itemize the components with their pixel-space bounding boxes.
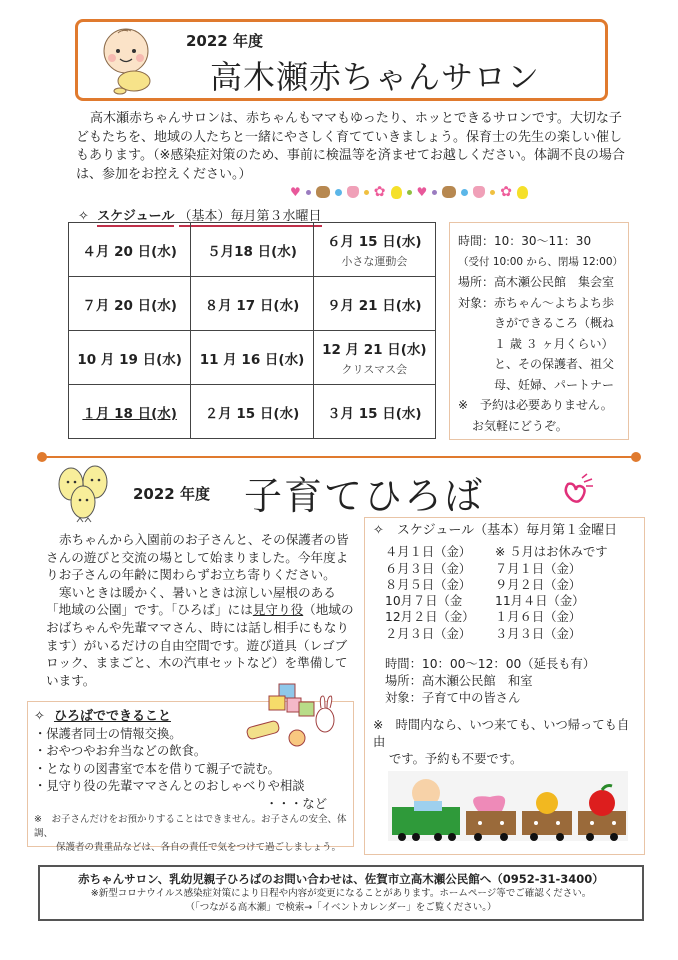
note-text: ※ 予約は必要ありません。 bbox=[458, 398, 613, 412]
flower-icon: ✿ bbox=[500, 184, 512, 200]
schedule-cell: ５月18 日(水) bbox=[191, 223, 313, 277]
schedule-label: スケジュール bbox=[97, 209, 174, 227]
hiroba-year-label: 2022 年度 bbox=[133, 485, 210, 503]
target-text: きができるころ（概ね bbox=[494, 316, 615, 330]
target-text: １ 歳 ３ ヶ月くらい） bbox=[494, 336, 614, 351]
event-note: クリスマス会 bbox=[341, 363, 408, 376]
schedule-row: ４月１日（金） ※ ５月はお休みです bbox=[385, 545, 608, 560]
hiroba-info bbox=[373, 656, 636, 707]
hiroba-paragraph: 寒いときは暖かく、暑いときは涼しい屋根のある「地域の公園」です。「ひろば」には見守り役（地域のおばちゃんや先輩ママさん、時には話し相手にもなります）がいるだけの自由空間です。遊び道具（レゴブロック、ままごと、木の汽車セットなど）を準備しています。 bbox=[46, 584, 354, 688]
chicks-illustration-icon bbox=[55, 462, 113, 526]
schedule-cell: ４月 20 日(水) bbox=[69, 223, 191, 277]
hiroba-title: 子育てひろば bbox=[244, 474, 485, 518]
target-text: と、その保護者、祖父 bbox=[494, 357, 615, 371]
notice-text: ※新型コロナウイルス感染症対策により日程や内容が変更になることがあります。ホームページ等でご確認ください。 bbox=[90, 888, 592, 899]
search-hint-text: （「つながる高木瀬」で検索→「イベントカレンダー」をご覧ください。） bbox=[185, 902, 497, 913]
schedule-row: ６月３日（金） ７月１日（金） bbox=[385, 561, 582, 576]
hiroba-paragraph: 赤ちゃんから入園前のお子さんと、その保護者の皆さんの遊びと交流の場として始まりました。今年度よりお子さんの年齢に関わらずお立ち寄りください。 bbox=[46, 532, 349, 583]
reception-text: （受付 10:00 から、閉場 12:00） bbox=[458, 255, 624, 268]
baby-illustration-icon bbox=[98, 25, 160, 97]
heart-icon: ♥ bbox=[416, 185, 428, 199]
duck-icon bbox=[391, 186, 402, 199]
train-illustration-icon bbox=[388, 771, 628, 851]
hiroba-note: ※ 時間内なら、いつ来ても、いつ帰っても自由 です。予約も不要です。 bbox=[373, 718, 630, 767]
schedule-row: 10月７日（金 11月４日（金） bbox=[385, 594, 585, 609]
table-row bbox=[69, 223, 436, 277]
duck-icon bbox=[517, 186, 528, 199]
schedule-subtitle: （基本）毎月第３水曜日 bbox=[179, 209, 322, 227]
hiroba-schedule-heading: ✧ スケジュール（基本）毎月第１金曜日 bbox=[373, 523, 618, 538]
list-item: ・となりの図書室で本を借りて親子で読む。 bbox=[34, 761, 280, 776]
dot-icon bbox=[364, 190, 369, 195]
schedule-cell: ６月 15 日(水) 小さな運動会 bbox=[313, 223, 435, 277]
schedule-cell: ２月 15 日(水) bbox=[191, 385, 313, 439]
dot-icon bbox=[306, 190, 311, 195]
etc-text: ・・・など bbox=[265, 796, 327, 811]
bunny-icon bbox=[347, 186, 359, 198]
bear-icon bbox=[316, 186, 330, 198]
hiroba-description bbox=[46, 531, 356, 689]
dot-icon bbox=[407, 190, 412, 195]
salon-schedule-table bbox=[68, 222, 436, 439]
sparkle-icon: ✧ bbox=[78, 209, 89, 224]
table-row bbox=[69, 277, 436, 331]
salon-intro-text: 高木瀬赤ちゃんサロンは、赤ちゃんもママもゆったり、ホッとできるサロンです。大切な子どもたちを、地域の人たちと一緒にやさしく育てていきましょう。保育士の先生の楽しい催しもあります。（※感染症対策のため、事前に検温等を済ませてお越しください。体調不良の場合は、参加をお控えください。） bbox=[76, 111, 625, 182]
salon-header-box bbox=[75, 19, 608, 101]
sparkle-icon: ✧ bbox=[34, 709, 45, 724]
schedule-row: 12月２日（金） １月６日（金） bbox=[385, 610, 582, 625]
time-text: 時間：10：00～12：00（延長も有） bbox=[385, 657, 596, 672]
divider-end-dot bbox=[631, 452, 641, 462]
contact-text: 赤ちゃんサロン、乳幼児親子ひろばのお問い合わせは、佐賀市立高木瀬公民館へ（0952-31-3400） bbox=[78, 872, 604, 886]
dot-icon bbox=[335, 189, 342, 196]
table-row bbox=[69, 331, 436, 385]
bunny-icon bbox=[473, 186, 485, 198]
heart-icon: ♥ bbox=[290, 185, 301, 199]
schedule-cell: １月 18 日(水) bbox=[69, 385, 191, 439]
schedule-cell: 10 月 19 日(水) bbox=[69, 331, 191, 385]
event-note: 小さな運動会 bbox=[341, 255, 408, 268]
schedule-cell: ３月 15 日(水) bbox=[313, 385, 435, 439]
note-text: お気軽にどうぞ。 bbox=[472, 418, 568, 433]
place-text: 場所：高木瀬公民館 和室 bbox=[385, 674, 533, 689]
decorative-strip bbox=[290, 182, 650, 202]
schedule-cell: ８月 17 日(水) bbox=[191, 277, 313, 331]
dot-icon bbox=[461, 189, 468, 196]
bear-icon bbox=[442, 186, 456, 198]
dot-icon bbox=[432, 190, 437, 195]
salon-info-box bbox=[449, 222, 629, 440]
salon-title: 高木瀬赤ちゃんサロン bbox=[210, 58, 541, 96]
flower-icon: ✿ bbox=[373, 184, 386, 200]
target-text: 対象：赤ちゃん～よちよち歩 bbox=[458, 295, 615, 310]
heart-icon bbox=[560, 470, 596, 506]
target-text: 母、妊婦、パートナー bbox=[494, 377, 615, 392]
list-item: ・保護者同士の情報交換。 bbox=[34, 726, 182, 741]
schedule-cell: 12 月 21 日(水) クリスマス会 bbox=[313, 331, 435, 385]
can-do-note: ※ お子さんだけをお預かりすることはできません。お子さんの安全、体調、 保護者の貴重品などは、各自の責任で気をつけて過ごしましょう。 bbox=[34, 814, 347, 853]
schedule-cell: ９月 21 日(水) bbox=[313, 277, 435, 331]
salon-year-label: 2022 年度 bbox=[186, 32, 263, 50]
place-text: 場所：高木瀬公民館 集会室 bbox=[458, 275, 615, 289]
target-text: 対象：子育て中の皆さん bbox=[385, 691, 521, 706]
list-item: ・見守り役の先輩ママさんとのおしゃべりや相談 bbox=[34, 779, 305, 793]
contact-footer bbox=[38, 865, 644, 921]
schedule-row: ２月３日（金） ３月３日（金） bbox=[385, 626, 582, 641]
table-row bbox=[69, 385, 436, 439]
list-item: ・おやつやお弁当などの飲食。 bbox=[34, 744, 207, 758]
toys-illustration-icon bbox=[245, 680, 340, 750]
schedule-cell: 11 月 16 日(水) bbox=[191, 331, 313, 385]
time-text: 時間：10：30～11：30 bbox=[458, 234, 592, 248]
schedule-cell: ７月 20 日(水) bbox=[69, 277, 191, 331]
can-do-heading: ✧ ひろばでできること bbox=[34, 709, 171, 724]
section-divider bbox=[42, 456, 636, 458]
schedule-row: ８月５日（金） ９月２日（金） bbox=[385, 577, 582, 592]
divider-end-dot bbox=[37, 452, 47, 462]
dot-icon bbox=[490, 190, 495, 195]
